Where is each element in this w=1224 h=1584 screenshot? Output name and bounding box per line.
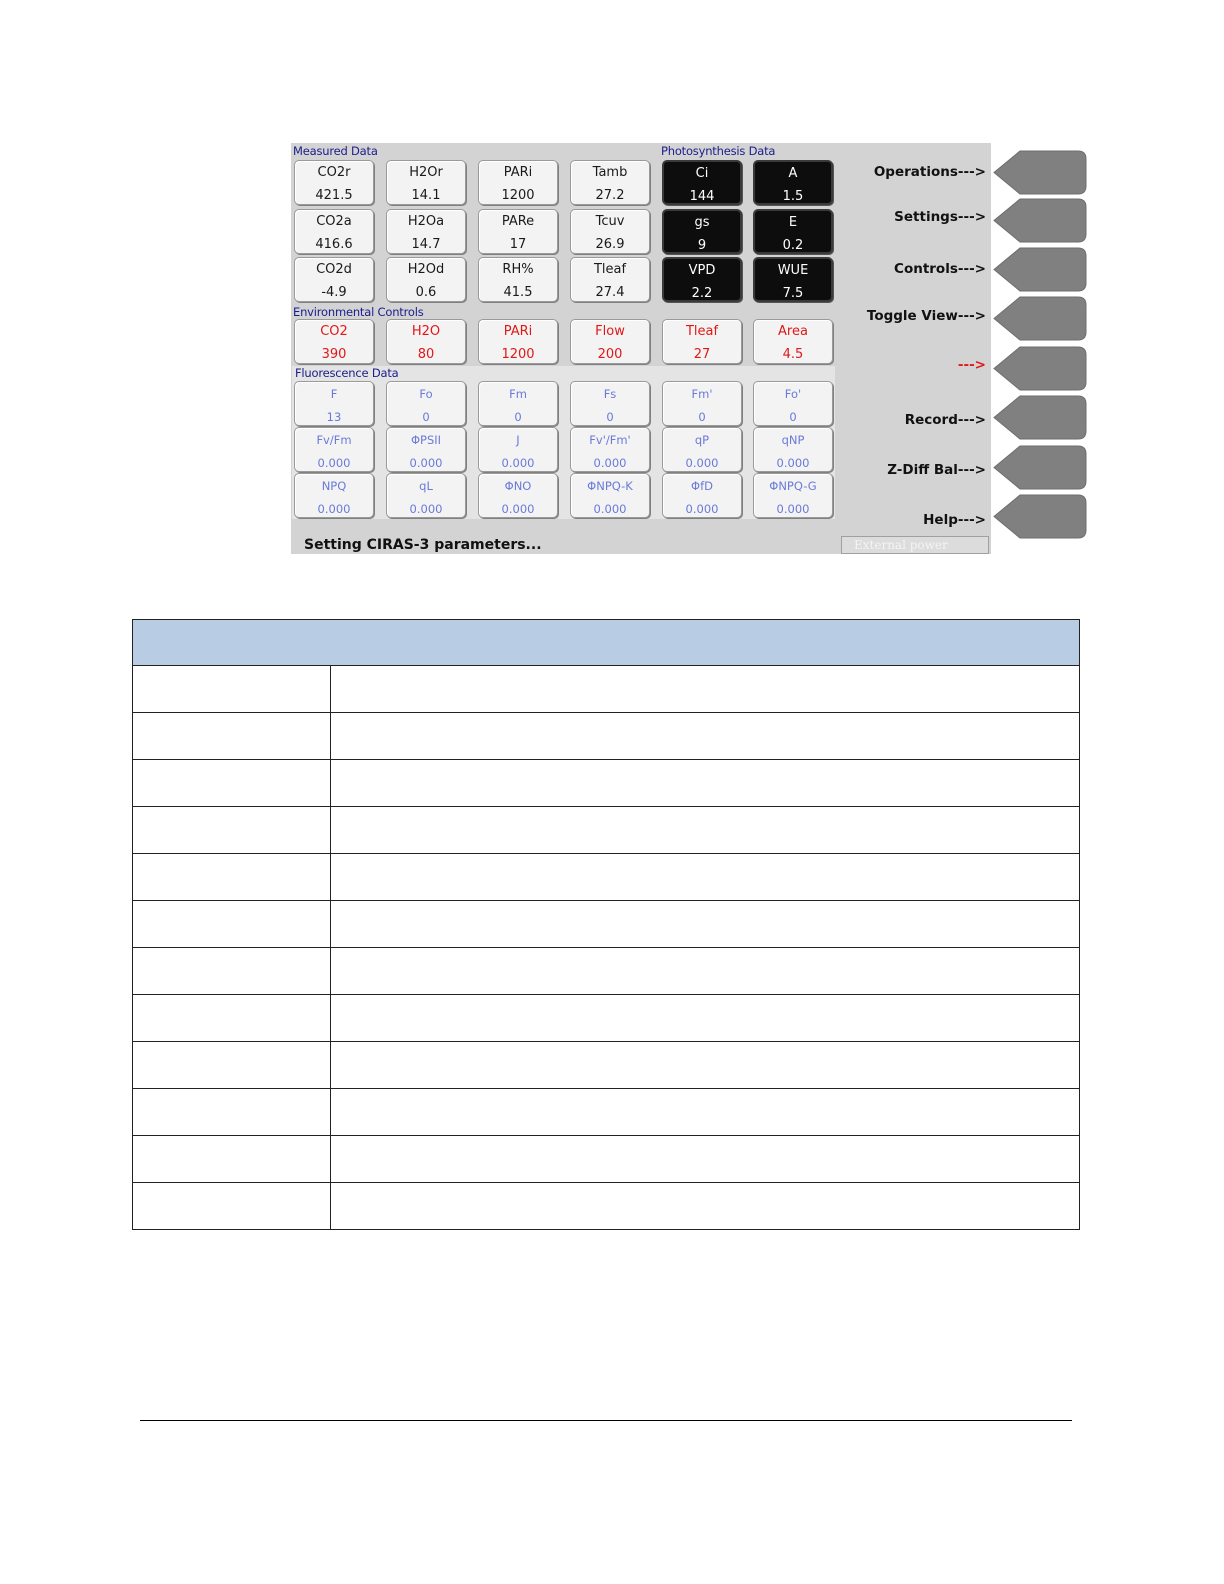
fluorescence-cell-value: 0 bbox=[698, 410, 706, 424]
environmental-controls-title: Environmental Controls bbox=[293, 305, 424, 319]
table-cell-description bbox=[331, 1089, 1080, 1136]
environmental-cell[interactable] bbox=[478, 319, 558, 364]
fluorescence-cell-label: ΦfD bbox=[691, 479, 713, 493]
fluorescence-cell[interactable] bbox=[478, 381, 558, 426]
fluorescence-cell[interactable] bbox=[478, 473, 558, 518]
soft-key-button[interactable] bbox=[992, 197, 1088, 244]
fluorescence-cell-value: 0.000 bbox=[409, 502, 443, 516]
fluorescence-cell-label: ΦNPQ-G bbox=[769, 479, 817, 493]
menu-label[interactable]: Record---> bbox=[904, 412, 986, 428]
environmental-cell-value: 200 bbox=[597, 347, 623, 362]
fluorescence-cell[interactable] bbox=[662, 427, 742, 472]
photosynthesis-cell[interactable] bbox=[662, 160, 742, 205]
fluorescence-cell-label: qP bbox=[694, 433, 710, 447]
measured-cell[interactable] bbox=[386, 257, 466, 302]
fluorescence-cell-value: 0 bbox=[514, 410, 522, 424]
fluorescence-cell-label: ΦPSII bbox=[410, 433, 442, 447]
fluorescence-data-title: Fluorescence Data bbox=[295, 366, 399, 380]
measured-cell-label: H2Or bbox=[409, 165, 443, 180]
fluorescence-cell[interactable] bbox=[570, 381, 650, 426]
measured-cell[interactable] bbox=[386, 209, 466, 254]
table-header-row bbox=[133, 620, 1080, 666]
photosynthesis-cell-label: Ci bbox=[695, 166, 709, 181]
fluorescence-cell-value: 0.000 bbox=[501, 456, 535, 470]
fluorescence-cell[interactable] bbox=[753, 427, 833, 472]
measured-cell-label: Tleaf bbox=[593, 262, 627, 277]
measured-cell-value: -4.9 bbox=[321, 285, 347, 300]
fluorescence-cell-value: 0.000 bbox=[593, 502, 627, 516]
menu-label[interactable]: ---> bbox=[957, 357, 986, 373]
photosynthesis-cell-value: 7.5 bbox=[782, 286, 804, 301]
environmental-cell[interactable] bbox=[570, 319, 650, 364]
table-cell-term bbox=[133, 1136, 331, 1183]
fluorescence-cell-label: Fo' bbox=[784, 387, 802, 401]
environmental-cell-value: 4.5 bbox=[782, 347, 804, 362]
measured-cell-label: PARe bbox=[501, 214, 535, 229]
measured-cell-label: H2Oa bbox=[407, 214, 445, 229]
environmental-cell[interactable] bbox=[386, 319, 466, 364]
photosynthesis-cell[interactable] bbox=[753, 160, 833, 205]
fluorescence-cell-value: 0 bbox=[422, 410, 430, 424]
external-power-indicator: External power bbox=[841, 536, 989, 554]
fluorescence-cell-label: Fv'/Fm' bbox=[589, 433, 631, 447]
fluorescence-cell-value: 0.000 bbox=[317, 502, 351, 516]
photosynthesis-cell-value: 0.2 bbox=[782, 238, 804, 253]
menu-label[interactable]: Operations---> bbox=[873, 164, 986, 180]
table-cell-description bbox=[331, 995, 1080, 1042]
photosynthesis-cell[interactable] bbox=[753, 257, 833, 302]
table-cell-term bbox=[133, 1042, 331, 1089]
fluorescence-cell-value: 0.000 bbox=[776, 456, 810, 470]
photosynthesis-cell-value: 1.5 bbox=[782, 189, 804, 204]
fluorescence-cell-label: Fm' bbox=[691, 387, 713, 401]
table-row bbox=[133, 760, 1080, 807]
photosynthesis-cell-label: VPD bbox=[688, 263, 716, 278]
fluorescence-cell-label: F bbox=[330, 387, 338, 401]
table-cell-term bbox=[133, 1089, 331, 1136]
table-cell-description bbox=[331, 901, 1080, 948]
fluorescence-cell[interactable] bbox=[570, 427, 650, 472]
measured-cell-value: 17 bbox=[509, 237, 527, 252]
fluorescence-cell-value: 0.000 bbox=[593, 456, 627, 470]
photosynthesis-data-title: Photosynthesis Data bbox=[661, 144, 776, 158]
fluorescence-cell[interactable] bbox=[570, 473, 650, 518]
measured-cell[interactable] bbox=[478, 209, 558, 254]
fluorescence-cell[interactable] bbox=[386, 473, 466, 518]
measured-cell[interactable] bbox=[294, 209, 374, 254]
table-cell-term bbox=[133, 760, 331, 807]
table-header-cell bbox=[133, 620, 1080, 666]
table-cell-term bbox=[133, 901, 331, 948]
measured-cell[interactable] bbox=[570, 160, 650, 205]
environmental-cell-value: 80 bbox=[417, 347, 435, 362]
measured-cell[interactable] bbox=[570, 257, 650, 302]
fluorescence-cell[interactable] bbox=[753, 473, 833, 518]
fluorescence-cell[interactable] bbox=[662, 381, 742, 426]
soft-key-button[interactable] bbox=[992, 493, 1088, 540]
fluorescence-cell-value: 0.000 bbox=[409, 456, 443, 470]
measured-cell-value: 421.5 bbox=[315, 188, 353, 203]
fluorescence-cell-label: Fs bbox=[603, 387, 617, 401]
measured-cell-value: 1200 bbox=[501, 188, 535, 203]
table-cell-term bbox=[133, 1183, 331, 1230]
measured-cell-value: 27.2 bbox=[595, 188, 625, 203]
photosynthesis-cell[interactable] bbox=[662, 257, 742, 302]
photosynthesis-cell-label: gs bbox=[694, 215, 710, 230]
fluorescence-cell[interactable] bbox=[386, 381, 466, 426]
table-row bbox=[133, 995, 1080, 1042]
table-cell-description bbox=[331, 1183, 1080, 1230]
fluorescence-cell-value: 0.000 bbox=[501, 502, 535, 516]
soft-key-button[interactable] bbox=[992, 444, 1088, 491]
fluorescence-cell-value: 0 bbox=[606, 410, 614, 424]
measured-cell[interactable] bbox=[386, 160, 466, 205]
measured-cell-label: CO2d bbox=[316, 262, 352, 277]
environmental-cell-value: 1200 bbox=[501, 347, 535, 362]
environmental-cell-label: Area bbox=[778, 324, 808, 339]
measured-cell-value: 14.7 bbox=[411, 237, 441, 252]
fluorescence-cell-label: ΦNO bbox=[504, 479, 532, 493]
parameter-table bbox=[132, 619, 1080, 1230]
footer-rule bbox=[140, 1420, 1072, 1421]
fluorescence-cell[interactable] bbox=[478, 427, 558, 472]
fluorescence-cell-label: qL bbox=[419, 479, 433, 493]
measured-cell[interactable] bbox=[294, 160, 374, 205]
measured-cell-label: CO2a bbox=[316, 214, 352, 229]
table-row bbox=[133, 1042, 1080, 1089]
photosynthesis-cell-value: 9 bbox=[697, 238, 707, 253]
table-cell-description bbox=[331, 807, 1080, 854]
environmental-cell-label: H2O bbox=[411, 324, 441, 339]
photosynthesis-cell-label: WUE bbox=[777, 263, 809, 278]
fluorescence-cell-value: 0.000 bbox=[685, 502, 719, 516]
photosynthesis-cell-value: 2.2 bbox=[691, 286, 713, 301]
table-cell-description bbox=[331, 854, 1080, 901]
measured-cell-value: 416.6 bbox=[315, 237, 353, 252]
fluorescence-cell-value: 0.000 bbox=[685, 456, 719, 470]
environmental-cell[interactable] bbox=[294, 319, 374, 364]
fluorescence-cell-value: 0 bbox=[789, 410, 797, 424]
measured-cell[interactable] bbox=[478, 160, 558, 205]
table-row bbox=[133, 854, 1080, 901]
menu-label[interactable]: Help---> bbox=[923, 512, 986, 528]
measured-cell[interactable] bbox=[294, 257, 374, 302]
table-row bbox=[133, 1183, 1080, 1230]
environmental-cell-label: CO2 bbox=[320, 324, 348, 339]
table-cell-term bbox=[133, 666, 331, 713]
table-row bbox=[133, 1136, 1080, 1183]
fluorescence-cell-label: ΦNPQ-K bbox=[587, 479, 633, 493]
measured-data-title: Measured Data bbox=[293, 144, 378, 158]
environmental-cell-label: Flow bbox=[595, 324, 625, 339]
soft-key-button[interactable] bbox=[992, 295, 1088, 342]
measured-cell[interactable] bbox=[478, 257, 558, 302]
measured-cell-value: 14.1 bbox=[411, 188, 441, 203]
table-cell-term bbox=[133, 713, 331, 760]
fluorescence-cell[interactable] bbox=[294, 381, 374, 426]
table-cell-description bbox=[331, 760, 1080, 807]
measured-cell-value: 41.5 bbox=[503, 285, 533, 300]
fluorescence-cell[interactable] bbox=[294, 473, 374, 518]
fluorescence-cell-value: 0.000 bbox=[776, 502, 810, 516]
device-screen bbox=[291, 143, 991, 554]
environmental-cell-value: 390 bbox=[321, 347, 347, 362]
measured-cell-label: H2Od bbox=[407, 262, 445, 277]
table-cell-term bbox=[133, 854, 331, 901]
fluorescence-cell[interactable] bbox=[753, 381, 833, 426]
fluorescence-cell[interactable] bbox=[294, 427, 374, 472]
table-row bbox=[133, 901, 1080, 948]
measured-cell-label: RH% bbox=[502, 262, 534, 277]
menu-label[interactable]: Settings---> bbox=[894, 209, 986, 225]
table-cell-description bbox=[331, 713, 1080, 760]
table-row bbox=[133, 1089, 1080, 1136]
measured-cell[interactable] bbox=[570, 209, 650, 254]
table-cell-description bbox=[331, 1042, 1080, 1089]
photosynthesis-cell-label: E bbox=[788, 215, 798, 230]
soft-key-button[interactable] bbox=[992, 246, 1088, 293]
fluorescence-cell[interactable] bbox=[386, 427, 466, 472]
menu-label[interactable]: Toggle View---> bbox=[866, 308, 986, 324]
table-row bbox=[133, 713, 1080, 760]
fluorescence-cell[interactable] bbox=[662, 473, 742, 518]
fluorescence-cell-label: NPQ bbox=[321, 479, 347, 493]
environmental-cell[interactable] bbox=[753, 319, 833, 364]
environmental-cell-label: PARi bbox=[503, 324, 533, 339]
measured-cell-value: 0.6 bbox=[415, 285, 437, 300]
table-cell-term bbox=[133, 995, 331, 1042]
measured-cell-label: PARi bbox=[503, 165, 533, 180]
environmental-cell-value: 27 bbox=[693, 347, 711, 362]
menu-label[interactable]: Controls---> bbox=[894, 261, 986, 277]
soft-key-button[interactable] bbox=[992, 345, 1088, 392]
measured-cell-value: 26.9 bbox=[595, 237, 625, 252]
table-cell-description bbox=[331, 666, 1080, 713]
fluorescence-cell-label: Fv/Fm bbox=[316, 433, 352, 447]
table-cell-description bbox=[331, 948, 1080, 995]
table-cell-term bbox=[133, 948, 331, 995]
soft-key-button[interactable] bbox=[992, 394, 1088, 441]
environmental-cell-label: Tleaf bbox=[685, 324, 719, 339]
photosynthesis-cell[interactable] bbox=[662, 209, 742, 254]
environmental-cell[interactable] bbox=[662, 319, 742, 364]
fluorescence-cell-label: Fo bbox=[419, 387, 433, 401]
photosynthesis-cell-label: A bbox=[788, 166, 798, 181]
soft-key-button[interactable] bbox=[992, 149, 1088, 196]
fluorescence-cell-value: 0.000 bbox=[317, 456, 351, 470]
fluorescence-cell-label: qNP bbox=[781, 433, 805, 447]
photosynthesis-cell-value: 144 bbox=[689, 189, 715, 204]
table-row bbox=[133, 807, 1080, 854]
table-row bbox=[133, 666, 1080, 713]
menu-label[interactable]: Z-Diff Bal---> bbox=[887, 462, 986, 478]
status-message: Setting CIRAS-3 parameters... bbox=[304, 537, 542, 553]
fluorescence-cell-value: 13 bbox=[326, 410, 342, 424]
photosynthesis-cell[interactable] bbox=[753, 209, 833, 254]
table-row bbox=[133, 948, 1080, 995]
fluorescence-cell-label: J bbox=[516, 433, 520, 447]
fluorescence-cell-label: Fm bbox=[509, 387, 527, 401]
table-cell-description bbox=[331, 1136, 1080, 1183]
measured-cell-label: CO2r bbox=[317, 165, 351, 180]
table-cell-term bbox=[133, 807, 331, 854]
measured-cell-label: Tcuv bbox=[595, 214, 625, 229]
measured-cell-label: Tamb bbox=[592, 165, 628, 180]
measured-cell-value: 27.4 bbox=[595, 285, 625, 300]
